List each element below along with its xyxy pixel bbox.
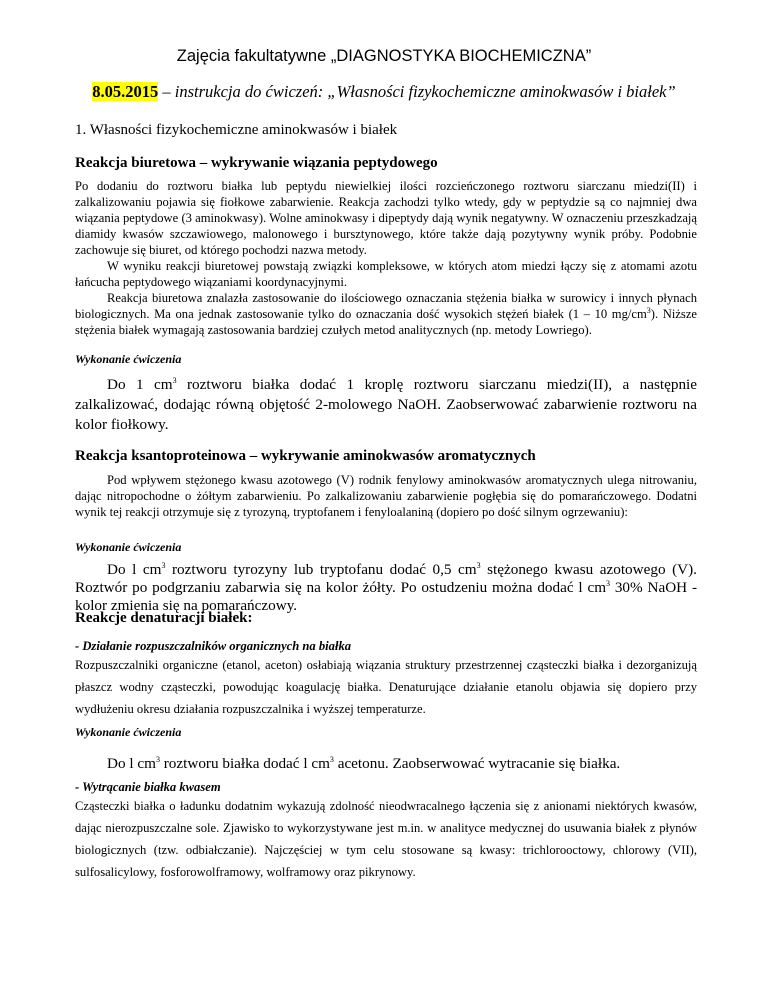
biuret-section — [75, 155, 697, 338]
superscript-3: 3 — [646, 305, 651, 315]
exercise-text-part: roztworu tyrozyny lub tryptofanu dodać 0,5 cm — [165, 561, 477, 578]
superscript-3: 3 — [161, 560, 166, 570]
biuret-exercise — [75, 352, 697, 435]
biuret-paragraph-3 — [75, 290, 697, 338]
superscript-3: 3 — [606, 578, 611, 588]
document-subtitle — [0, 82, 768, 102]
denat-sub-heading-1: - Działanie rozpuszczalników organicznych na białka — [75, 639, 352, 653]
superscript-3: 3 — [172, 375, 177, 385]
exercise-label: Wykonanie ćwiczenia — [75, 725, 182, 739]
document-title — [0, 47, 768, 66]
biuret-exercise-text — [75, 375, 697, 435]
xantho-heading: Reakcja ksantoproteinowa – wykrywanie aminokwasów aromatycznych — [75, 448, 536, 464]
denat-exercise-text — [75, 754, 697, 774]
denat-paragraph-2: Cząsteczki białka o ładunku dodatnim wykazują zdolność nieodwracalnego łączenia się z anionami niektórych kwasów, dając nierozpuszczalne sole. Zjawisko to wykorzystywane jest m.in. w analityce medycznej do usuwania białek z płynów biologicznych (tzw. odbiałczanie). Najczęściej w tym celu stosowane są kwasy: trichlorooctowy, chlorowy (VII), sulfosalicylowy, fosforowolframowy, wolframowy oraz pikrynowy. — [75, 799, 697, 879]
section-heading: 1. Własności fizykochemiczne aminokwasów i białek — [75, 122, 398, 138]
exercise-label: Wykonanie ćwiczenia — [75, 352, 182, 366]
superscript-3: 3 — [476, 560, 481, 570]
denat-section — [75, 610, 697, 720]
denat-sub-heading-2: - Wytrącanie białka kwasem — [75, 780, 221, 794]
instruction-text: instrukcja do ćwiczeń: „Własności fizykochemiczne aminokwasów i białek” — [174, 82, 676, 101]
superscript-3: 3 — [155, 754, 160, 764]
exercise-text-part: roztworu białka dodać 1 kroplę roztworu siarczanu miedzi(II), a następnie zalkalizować, dodając równą objętość 2-molowego NaOH. Zaobserwować zabarwienie roztworu na kolor fiołkowy. — [75, 376, 697, 433]
exercise-text-part: roztworu białka dodać l cm — [159, 755, 330, 772]
xantho-section — [75, 448, 697, 520]
biuret-paragraph-1: Po dodaniu do roztworu białka lub peptydu niewielkiej ilości rozcieńczonego roztworu siarczanu miedzi(II) i zalkalizowaniu pojawia się fiołkowe zabarwienie. Reakcja zachodzi tylko wtedy, gdy w peptydzie są co najmniej dwa wiązania peptydowe (3 aminokwasy). Wolne aminokwasy i dipeptydy dają wynik negatywny. W oznaczeniu przeszkadzają diamidy kwasów szczawiowego, malonowego i bursztynowego, które także dają pozytywny wynik próby. Podobnie zachowuje się biuret, od którego pochodzi nazwa metody. — [75, 179, 697, 257]
denat-paragraph-1: Rozpuszczalniki organiczne (etanol, aceton) osłabiają wiązania struktury przestrzennej cząsteczki białka i dezorganizują płaszcz wodny cząsteczki, powodując koagulację białka. Denaturujące działanie etanolu objawia się dopiero przy wydłużeniu okresu działania rozpuszczalnika i wyższej temperaturze. — [75, 658, 697, 716]
exercise-text-part: Do 1 cm — [107, 376, 173, 393]
xantho-exercise — [75, 540, 697, 615]
exercise-text-part: Do l cm — [107, 755, 156, 772]
biuret-paragraph-2: W wyniku reakcji biuretowej powstają związki kompleksowe, w których atom miedzi łączy się z atomami azotu łańcucha peptydowego wiązaniami koordynacyjnymi. — [75, 259, 697, 289]
exercise-label: Wykonanie ćwiczenia — [75, 540, 182, 554]
denat-heading: Reakcje denaturacji białek: — [75, 610, 253, 626]
date-highlight: 8.05.2015 — [92, 82, 159, 101]
exercise-text-part: acetonu. Zaobserwować wytracanie się białka. — [333, 755, 621, 772]
exercise-text-part: Do l cm — [107, 561, 162, 578]
exercise-text-part: 30% NaOH - kolor zmienia się na pomarańczowy. — [75, 579, 698, 614]
title-text: Zajęcia fakultatywne „DIAGNOSTYKA BIOCHEMICZNA” — [176, 47, 592, 65]
biuret-heading: Reakcja biuretowa – wykrywanie wiązania peptydowego — [75, 155, 438, 171]
superscript-3: 3 — [329, 754, 334, 764]
acid-section — [75, 780, 697, 883]
xantho-exercise-text — [75, 561, 697, 615]
xantho-paragraph: Pod wpływem stężonego kwasu azotowego (V) rodnik fenylowy aminokwasów aromatycznych ulega nitrowaniu, dając nitropochodne o żółtym zabarwieniu. Po zalkalizowaniu zabarwienie pogłębia się do pomarańczowego. Dodatni wynik tej reakcji otrzymuje się z tyrozyną, tryptofanem i fenyloalaniną (dopiero po dość silnym ogrzewaniu): — [75, 473, 697, 519]
biuret-paragraph-3-a: Reakcja biuretowa znalazła zastosowanie do ilościowego oznaczania stężenia białka w surowicy i innych płynach biologicznych. Ma ona jednak zastosowanie tylko do oznaczania dość wysokich stężeń białek (1 – 10 mg/cm — [75, 291, 697, 321]
biuret-paragraph-3-b: ). Niższe stężenia białek wymagają zastosowania bardziej czułych metod analitycznych (np. metody Lowriego). — [75, 307, 698, 337]
denat-exercise — [75, 725, 697, 774]
exercise-text-part: stężonego kwasu azotowego (V). Roztwór po podgrzaniu zabarwia się na kolor żółty. Po ostudzeniu można dodać l cm — [75, 561, 697, 596]
subtitle-dash: – — [158, 82, 175, 101]
